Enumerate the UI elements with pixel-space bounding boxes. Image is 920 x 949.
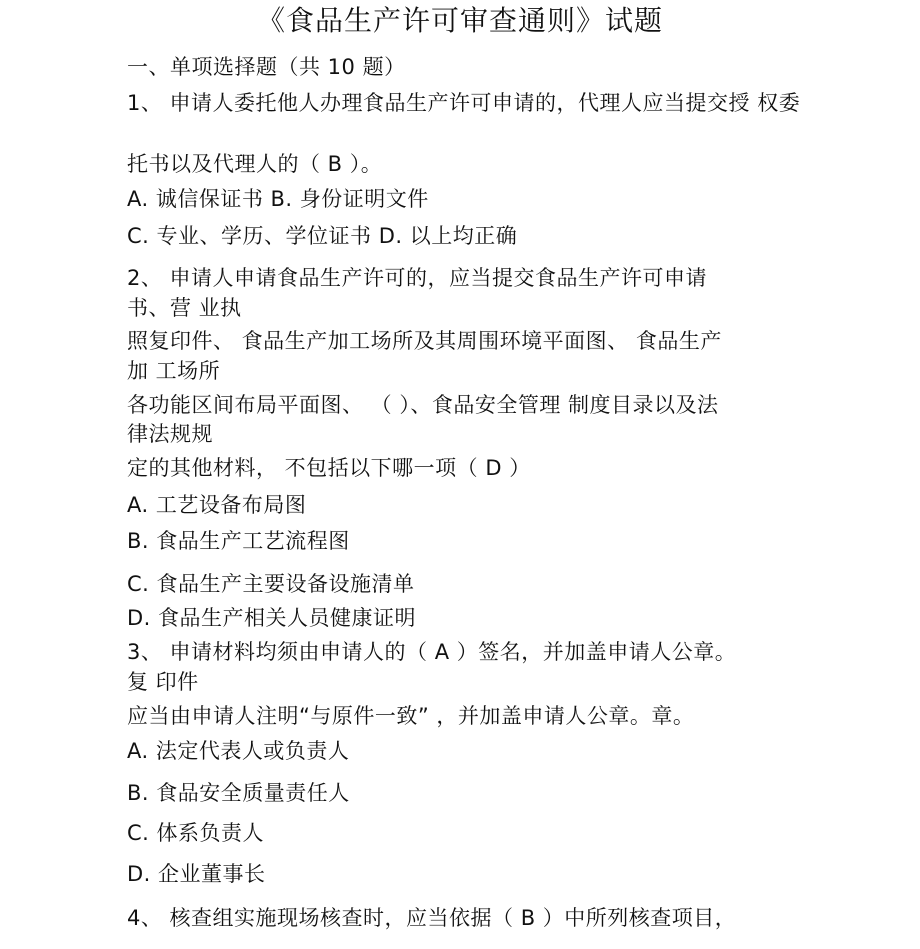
question-4-line-1: 4、 核查组实施现场核查时，应当依据（ B ）中所列核查项目， xyxy=(127,906,737,930)
question-2-line-2: 书、营 业执 xyxy=(127,296,242,320)
question-2-option-a: A. 工艺设备布局图 xyxy=(127,493,307,517)
question-3-line-3: 应当由申请人注明“与原件一致” ，并加盖申请人公章。章。 xyxy=(127,704,695,728)
question-1-options-ab: A. 诚信保证书 B. 身份证明文件 xyxy=(127,187,429,211)
question-3-option-b: B. 食品安全质量责任人 xyxy=(127,781,350,805)
question-3-line-2: 复 印件 xyxy=(127,670,199,694)
question-3-line-1: 3、 申请材料均须由申请人的（ A ）签名，并加盖申请人公章。 xyxy=(127,640,737,664)
question-2-line-5: 各功能区间布局平面图、 （ ）、食品安全管理 制度目录以及法 xyxy=(127,393,719,417)
question-2-line-3: 照复印件、 食品生产加工场所及其周围环境平面图、 食品生产 xyxy=(127,329,722,353)
question-3-option-a: A. 法定代表人或负责人 xyxy=(127,739,350,763)
document-title: 《食品生产许可审查通则》试题 xyxy=(256,4,663,37)
question-2-line-7: 定的其他材料， 不包括以下哪一项（ D ） xyxy=(127,456,531,480)
question-2-line-4: 加 工场所 xyxy=(127,359,221,383)
section-heading: 一、单项选择题（共 10 题） xyxy=(127,55,406,79)
question-3-option-c: C. 体系负责人 xyxy=(127,821,265,845)
question-2-option-c: C. 食品生产主要设备设施清单 xyxy=(127,572,415,596)
question-3-option-d: D. 企业董事长 xyxy=(127,862,266,886)
question-2-line-6: 律法规规 xyxy=(127,422,213,446)
question-2-line-1: 2、 申请人申请食品生产许可的，应当提交食品生产许可申请 xyxy=(127,266,708,290)
question-1-line-2: 托书以及代理人的（ B ）。 xyxy=(127,152,383,176)
question-1-options-cd: C. 专业、学历、学位证书 D. 以上均正确 xyxy=(127,224,518,248)
question-1-line-1: 1、 申请人委托他人办理食品生产许可申请的，代理人应当提交授 权委 xyxy=(127,91,801,115)
question-2-option-b: B. 食品生产工艺流程图 xyxy=(127,529,350,553)
question-2-option-d: D. 食品生产相关人员健康证明 xyxy=(127,606,417,630)
